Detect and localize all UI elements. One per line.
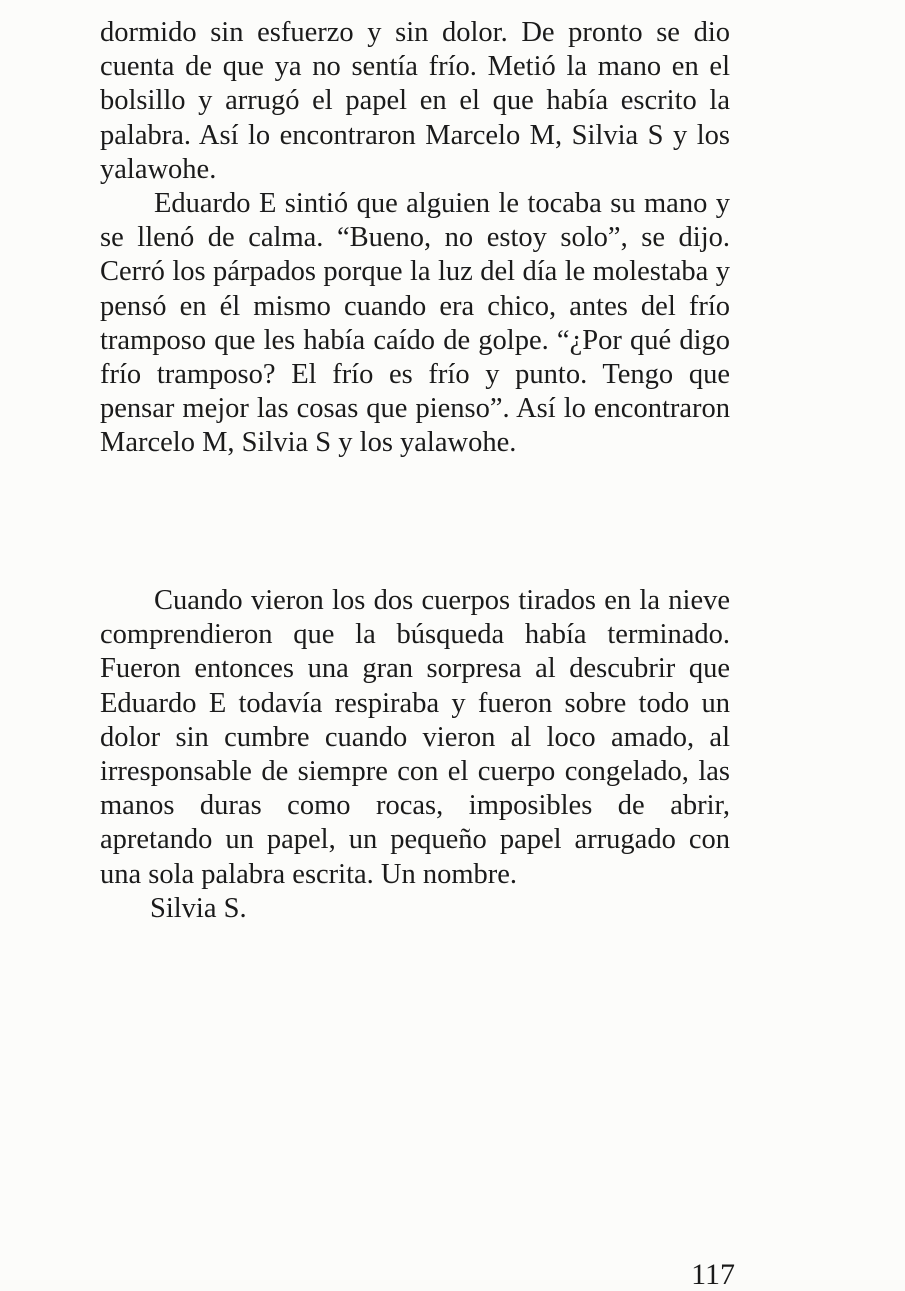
text-block-top	[100, 16, 730, 461]
paragraph-cuando-vieron: Cuando vieron los dos cuerpos tirados en la nieve comprendieron que la búsqueda había terminado. Fueron entonces una gran sorpresa al descubrir que Eduardo E todavía respiraba y fueron sobre todo un dolor sin cumbre cuando vieron al loco amado, al irresponsable de siempre con el cuerpo congelado, las manos duras como rocas, imposibles de abrir, apretando un papel, un pequeño papel arrugado con una sola palabra escrita. Un nombre.	[100, 585, 730, 890]
paragraph-eduardo: Eduardo E sintió que alguien le tocaba su mano y se llenó de calma. “Bueno, no estoy solo”, se dijo. Cerró los párpados porque la luz del día le molestaba y pensó en él mismo cuando era chico, antes del frío tramposo que les había caído de golpe. “¿Por qué digo frío tramposo? El frío es frío y punto. Tengo que pensar mejor las cosas que pienso”. Así lo encontraron Marcelo M, Silvia S y los yalawohe.	[100, 188, 730, 459]
signature-line: Silvia S.	[150, 892, 247, 924]
page-number: 117	[691, 1258, 735, 1291]
paragraph-continuation: dormido sin esfuerzo y sin dolor. De pronto se dio cuenta de que ya no sentía frío. Metió la mano en el bolsillo y arrugó el papel en el que había escrito la palabra. Así lo encontraron Marcelo M, Silvia S y los yalawohe.	[100, 17, 730, 185]
text-block-bottom	[100, 584, 730, 926]
